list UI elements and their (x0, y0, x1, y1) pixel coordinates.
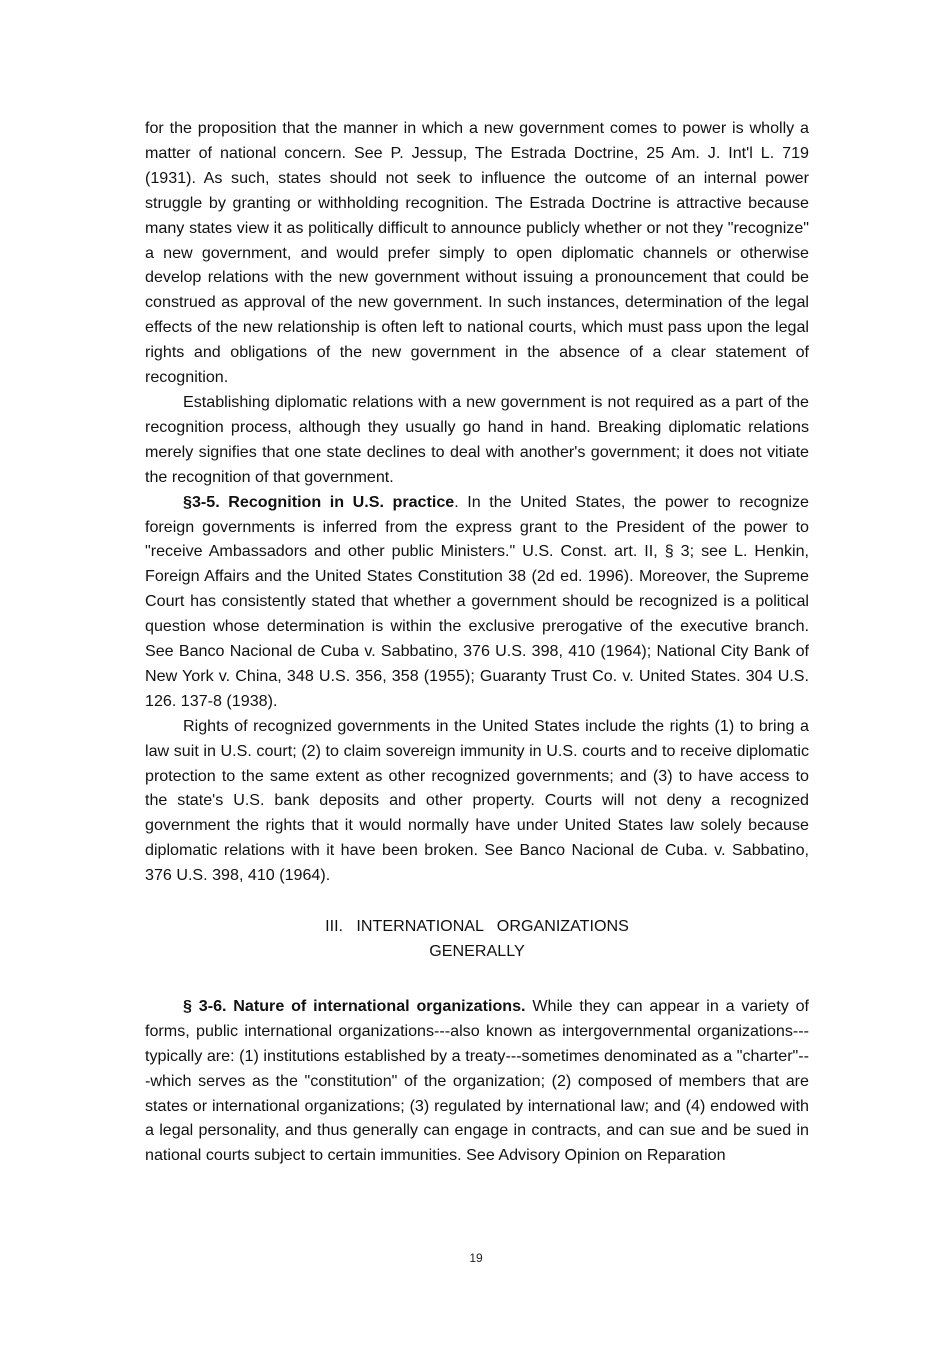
paragraph-nature-international-organizations (145, 994, 809, 1168)
section-3-6-text: While they can appear in a variety of forms, public international organizations---also known as intergovernmental organizations---typically are: (1) institutions established by a treaty---sometimes denominated as a "charter"---which serves as the "constitution" of the organization; (2) composed of members that are states or international organizations; (3) regulated by international law; and (4) endowed with a legal personality, and thus generally can engage in contracts, and can sue and be sued in national courts subject to certain immunities. See Advisory Opinion on Reparation (145, 996, 809, 1165)
section-title-line-1: III. INTERNATIONAL ORGANIZATIONS (325, 917, 629, 936)
section-title-line-2: GENERALLY (429, 942, 525, 960)
paragraph-diplomatic-relations: Establishing diplomatic relations with a new government is not required as a part of the recognition process, although they usually go hand in hand. Breaking diplomatic relations merely signifies that one state declines to deal with another's government; it does not vitiate the recognition of that government. (145, 392, 809, 486)
paragraph-estrada-doctrine: for the proposition that the manner in which a new government comes to power is wholly a matter of national concern. See P. Jessup, The Estrada Doctrine, 25 Am. J. Int'l L. 719 (1931). As such, states should not seek to influence the outcome of an internal power struggle by granting or withholding recognition. The Estrada Doctrine is attractive because many states view it as politically difficult to announce publicly whether or not they "recognize" a new government, and would prefer simply to open diplomatic channels or otherwise develop relations with the new government without issuing a pronouncement that could be construed as approval of the new government. In such instances, determination of the legal effects of the new relationship is often left to national courts, which must pass upon the legal rights and obligations of the new government in the absence of a clear statement of recognition. (145, 119, 809, 387)
document-page (145, 116, 809, 1168)
section-3-5-text: . In the United States, the power to recognize foreign governments is inferred from the express grant to the President of the power to "receive Ambassadors and other public Ministers." U.S. Const. art. II, § 3; see L. Henkin, Foreign Affairs and the United States Constitution 38 (2d ed. 1996). Moreover, the Supreme Court has consistently stated that whether a government should be recognized is a political question whose determination is within the exclusive prerogative of the executive branch. See Banco Nacional de Cuba v. Sabbatino, 376 U.S. 398, 410 (1964); National City Bank of New York v. China, 348 U.S. 356, 358 (1955); Guaranty Trust Co. v. United States. 304 U.S. 126. 137-8 (1938). (145, 492, 809, 710)
section-heading-3-5: §3-5. Recognition in U.S. practice (183, 492, 455, 511)
page-number: 19 (469, 1251, 483, 1265)
paragraph-recognition-us-practice (145, 490, 809, 714)
section-heading-3-6: § 3-6. Nature of international organizations. (183, 996, 526, 1015)
paragraph-rights-recognized-governments: Rights of recognized governments in the United States include the rights (1) to bring a law suit in U.S. court; (2) to claim sovereign immunity in U.S. courts and to receive diplomatic protection to the same extent as other recognized governments; and (3) to have access to the state's U.S. bank deposits and other property. Courts will not deny a recognized government the rights that it would normally have under United States law solely because diplomatic relations with it have been broken. See Banco Nacional de Cuba. v. Sabbatino, 376 U.S. 398, 410 (1964). (145, 716, 809, 885)
section-title-international-organizations (145, 914, 809, 964)
